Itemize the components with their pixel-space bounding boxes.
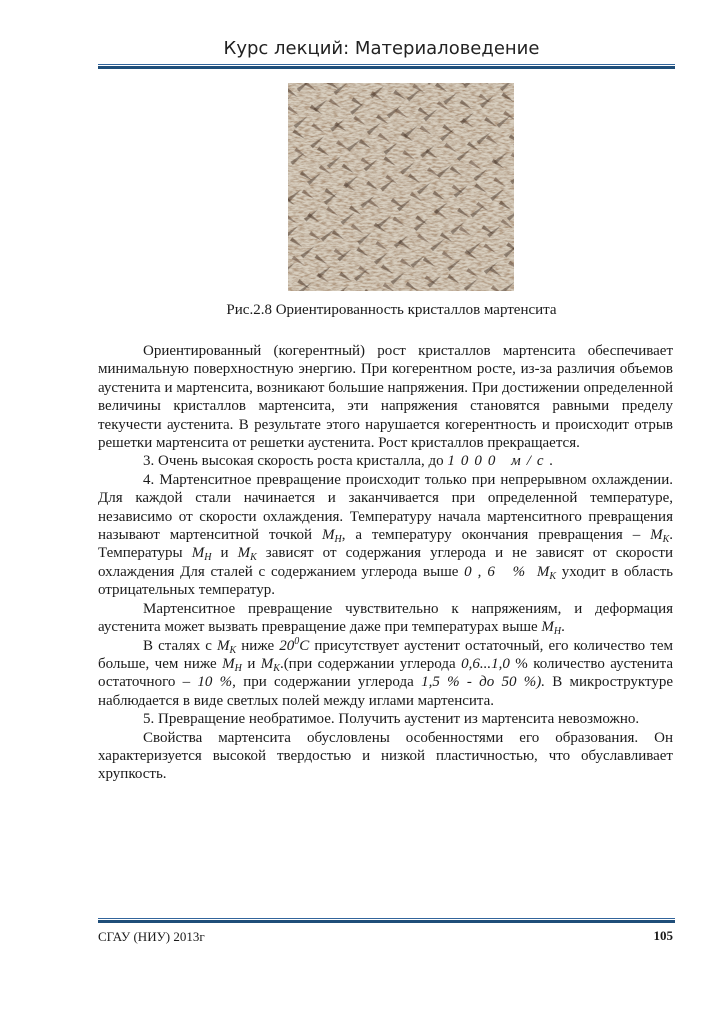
footer-org-year: СГАУ (НИУ) 2013г: [98, 929, 205, 944]
page-header-title: Курс лекций: Материаловедение: [223, 38, 540, 59]
paragraph: Ориентированный (когерентный) рост кристаллов мартенсита обеспечивает минимальную поверхностную энергию. При когерентном росте, из-за различия объемов аустенита и мартенсита, возникают большие напряжения. При достижении определенной величины кристаллов мартенсита, эти напряжения становятся равными пределу текучести аустенита. В результате этого нарушается когерентность и происходит отрыв решетки мартенсита от решетки аустенита. Рост кристаллов прекращается.: [98, 343, 673, 452]
paragraph: Свойства мартенсита обусловлены особенностями его образования. Он характеризуется высокой твердостью и низкой пластичностью, что обуславливает хрупкость.: [98, 729, 673, 783]
paragraph: 5. Превращение необратимое. Получить аустенит из мартенсита невозможно.: [143, 711, 640, 728]
paragraph: Мартенситное превращение чувствительно к напряжениям, и деформация аустенита может вызвать превращение даже при температурах выше $M_Н$.: [98, 600, 673, 638]
paragraph: 3. Очень высокая скорость роста кристалла, до 1000 м/с.: [143, 453, 560, 470]
page-number: 105: [653, 928, 673, 943]
header-rule: [98, 64, 675, 69]
martensite-micrograph: [288, 83, 514, 291]
paragraph: 4. Мартенситное превращение происходит только при непрерывном охлаждении. Для каждой стали начинается и заканчивается при определенной температуре, независимо от скорости охлаждения. Температуру начала мартенситного превращения называют мартенситной точкой $M_Н$, а температуру окончания превращения – $M_К$. Температуры $M_Н$ и $M_К$ зависят от содержания углерода и не зависят от скорости охлаждения Для сталей с содержанием углерода выше 0,6 % $M_К$ уходит в область отрицательных температур.: [98, 471, 674, 599]
footer-rule: [98, 918, 675, 923]
body-text: [98, 342, 673, 784]
paragraph: В сталях с $M_К$ ниже $20^0C$ присутствует аустенит остаточный, его количество тем больше, чем ниже $M_Н$ и $M_К.(при$ содержании углерода 0,6...1,0 % количество аустенита остаточного – 10 %, при содержании углерода 1,5 % - до 50 %). В микроструктуре наблюдается в виде светлых полей между иглами мартенсита.: [98, 635, 674, 709]
figure-caption: Рис.2.8 Ориентированность кристаллов мартенсита: [226, 302, 557, 318]
